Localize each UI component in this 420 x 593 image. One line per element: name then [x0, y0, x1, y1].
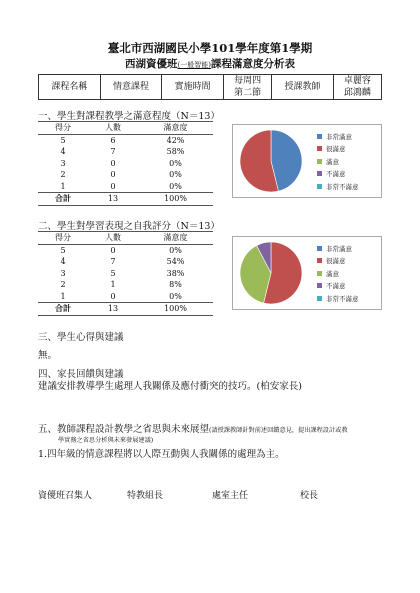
legend-label: 很滿意: [326, 258, 346, 266]
document-subtitle: [0, 56, 420, 71]
table-cell: 4: [60, 147, 66, 157]
signature-director: 處室主任: [212, 491, 249, 501]
table-cell: 8%: [169, 280, 182, 290]
course-info-table: [38, 74, 382, 100]
legend-item: [317, 180, 359, 193]
table-cell: 0: [110, 245, 116, 255]
subtitle-post: 課程滿意度分析表: [210, 58, 295, 70]
table-cell: 0: [110, 291, 116, 301]
table-row: [38, 256, 213, 268]
legend-item: [317, 130, 359, 143]
table-cell: 0%: [169, 170, 182, 180]
table-row: [38, 244, 213, 256]
legend-item: [317, 267, 359, 280]
table-cell: 0: [110, 158, 116, 168]
table-header-cell: 人數: [88, 232, 138, 245]
section5-heading: 五、教師課程設計教學之省思與未來展望: [38, 424, 210, 435]
table-cell: 0: [110, 170, 116, 180]
table-cell: 5: [110, 268, 116, 278]
legend-swatch: [317, 246, 322, 251]
legend-item: [317, 280, 359, 293]
table-cell: 42%: [166, 135, 185, 145]
table-cell: 0%: [169, 245, 182, 255]
legend-swatch: [317, 159, 322, 164]
table-cell: 3: [60, 268, 66, 278]
course-name-label: 課程名稱: [39, 75, 101, 100]
legend-swatch: [317, 171, 322, 176]
section5-note-2: 學實務之省思分析與未來發展建議): [58, 437, 154, 444]
subtitle-small: (一般智能): [177, 61, 211, 69]
table-row: [38, 181, 213, 193]
legend-label: 非常不滿意: [326, 183, 359, 191]
table-total-cell: 合計: [38, 303, 88, 316]
signature-special-ed: 特教組長: [127, 491, 164, 501]
pie-svg: [233, 125, 313, 197]
table-total-cell: 100%: [138, 193, 213, 206]
table-total-row: [38, 193, 213, 206]
document-title: 臺北市西湖國民小學101學年度第1學期: [107, 41, 313, 55]
legend-swatch: [317, 134, 322, 139]
table-row: [38, 279, 213, 291]
table-cell: 2: [60, 170, 66, 180]
table-row: [38, 134, 213, 146]
section5-note-1: (請授課教師針對前述回饋意見，提出課程設計或教: [209, 427, 348, 434]
table-cell: 58%: [166, 147, 185, 157]
table-cell: 0%: [169, 291, 182, 301]
table-cell: 1: [60, 291, 66, 301]
table-row: [38, 291, 213, 303]
table-cell: 1: [60, 181, 66, 191]
table-cell: 38%: [166, 268, 185, 278]
section1-table: [38, 121, 213, 206]
section2-table: [38, 231, 213, 316]
table-total-cell: 13: [88, 193, 138, 206]
section5-body: 1.四年級的情意課程將以人際互動與人我關係的處理為主。: [38, 449, 285, 460]
time-value: 每周四 第二節: [224, 75, 272, 100]
table-cell: 54%: [166, 257, 185, 267]
table-row: [38, 169, 213, 181]
table-cell: 6: [110, 135, 116, 145]
signature-coordinator: 資優班召集人: [38, 491, 93, 501]
table-cell: 2: [60, 280, 66, 290]
table-header-cell: 人數: [88, 122, 138, 135]
table-header-cell: 滿意度: [138, 122, 213, 135]
table-header-row: [38, 122, 213, 135]
table-total-cell: 合計: [38, 193, 88, 206]
table-header-cell: 得分: [38, 122, 88, 135]
legend-label: 不滿意: [326, 171, 346, 179]
table-cell: 1: [110, 280, 116, 290]
table-total-row: [38, 303, 213, 316]
legend-item: [317, 168, 359, 181]
table-cell: 3: [60, 158, 66, 168]
table-row: [38, 146, 213, 158]
section2-pie-chart: [232, 236, 382, 310]
legend-swatch: [317, 258, 322, 263]
table-cell: 7: [110, 257, 116, 267]
legend-label: 非常滿意: [326, 133, 352, 141]
table-row: [38, 268, 213, 280]
pie-legend: [317, 242, 359, 305]
table-cell: 5: [60, 245, 66, 255]
legend-item: [317, 242, 359, 255]
legend-item: [317, 292, 359, 305]
legend-item: [317, 255, 359, 268]
course-name-value: 情意課程: [100, 75, 162, 100]
legend-swatch: [317, 146, 322, 151]
teacher-label: 授課教師: [272, 75, 334, 100]
section3-body: 無。: [38, 350, 58, 361]
legend-swatch: [317, 283, 322, 288]
section2-heading: 二、學生對學習表現之自我評分（N＝13）: [38, 221, 220, 232]
time-label: 實施時間: [162, 75, 224, 100]
legend-label: 非常不滿意: [326, 295, 359, 303]
legend-label: 不滿意: [326, 283, 346, 291]
section5-heading-line: [38, 421, 383, 435]
table-cell: 0: [110, 181, 116, 191]
section1-pie-chart: [232, 124, 382, 198]
legend-item: [317, 155, 359, 168]
section4-heading: 四、家長回饋與建議: [38, 369, 124, 380]
table-cell: 0%: [169, 181, 182, 191]
table-cell: 7: [110, 147, 116, 157]
legend-swatch: [317, 271, 322, 276]
table-cell: 4: [60, 257, 66, 267]
section3-heading: 三、學生心得與建議: [38, 332, 124, 343]
legend-item: [317, 143, 359, 156]
legend-label: 很滿意: [326, 146, 346, 154]
section4-body: 建議安排教導學生處理人我關係及應付衝突的技巧。(柏安家長): [38, 381, 302, 392]
legend-swatch: [317, 296, 322, 301]
table-cell: 5: [60, 135, 66, 145]
legend-label: 滿意: [326, 270, 339, 278]
section1-heading: 一、學生對課程教學之滿意程度（N＝13）: [38, 111, 220, 122]
subtitle-pre: 西湖資優班: [125, 58, 178, 70]
table-cell: 0%: [169, 158, 182, 168]
table-header-row: [38, 232, 213, 245]
signature-principal: 校長: [300, 491, 319, 501]
legend-swatch: [317, 184, 322, 189]
table-header-cell: 滿意度: [138, 232, 213, 245]
legend-label: 滿意: [326, 158, 339, 166]
table-total-cell: 100%: [138, 303, 213, 316]
table-header-cell: 得分: [38, 232, 88, 245]
table-total-cell: 13: [88, 303, 138, 316]
legend-label: 非常滿意: [326, 245, 352, 253]
pie-legend: [317, 130, 359, 193]
pie-svg: [233, 237, 313, 309]
table-row: [38, 158, 213, 170]
teacher-value: 卓麗容 邱鴻麟: [333, 75, 381, 100]
